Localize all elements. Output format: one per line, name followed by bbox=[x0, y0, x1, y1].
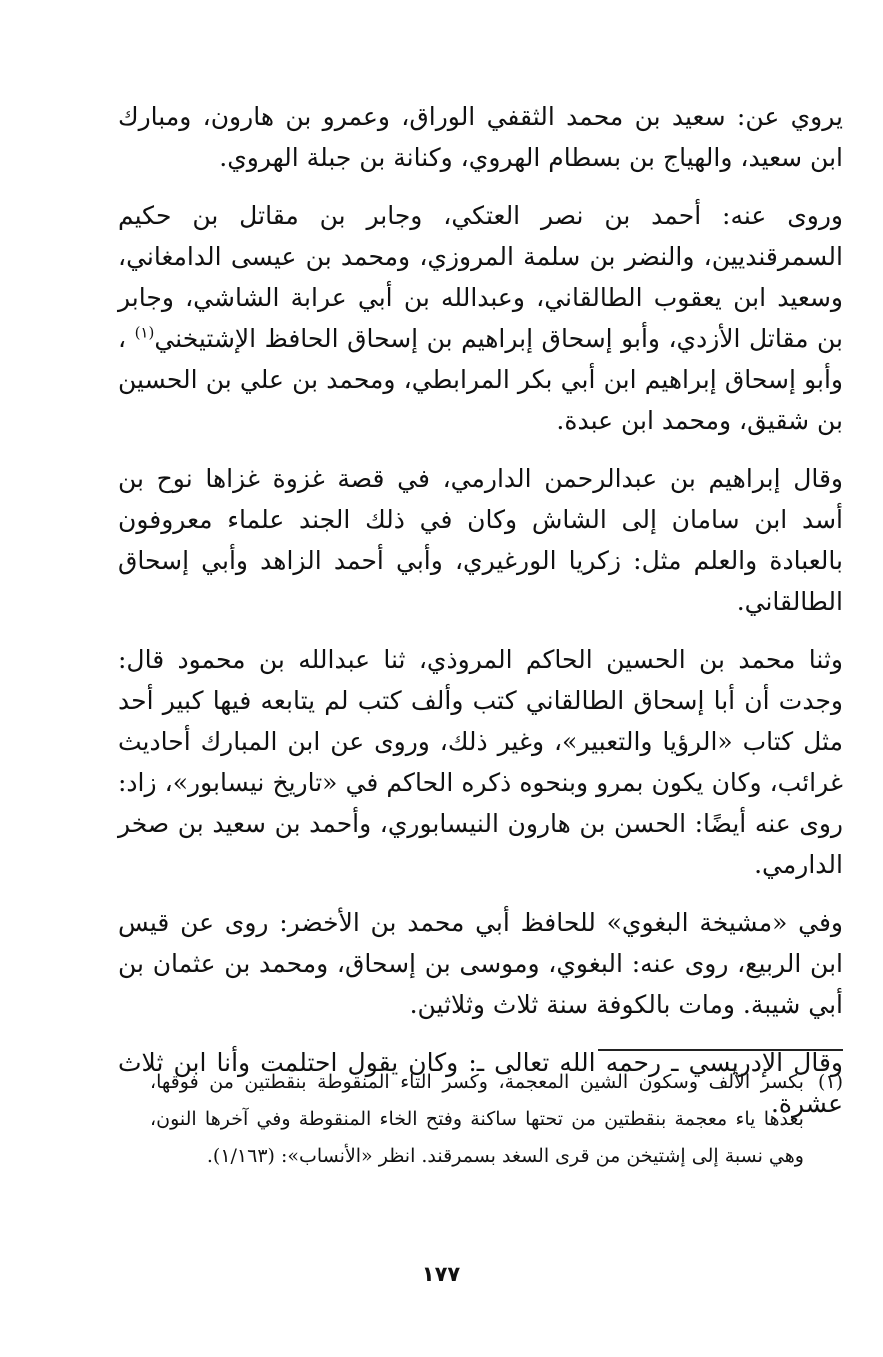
footnote-number: (١) bbox=[817, 1071, 843, 1093]
paragraph-text: وروى عنه: أحمد بن نصر العتكي، وجابر بن مقاتل بن حكيم السمرقنديين، والنضر بن سلمة المروزي، ومحمد بن عيسى الدامغاني، وسعيد ابن يعقوب الطالقاني، وعبدالله بن أبي عرابة الشاشي، وجابر بن مقاتل الأزدي، وأبو إسحاق إبراهيم بن إسحاق الحافظ الإشتيخني bbox=[118, 201, 844, 353]
paragraph-hakim-account: وثنا محمد بن الحسين الحاكم المروذي، ثنا عبدالله بن محمود قال: وجدت أن أبا إسحاق الطالقاني كتب وألف كتب لم يتابعه فيها كبير أحد مثل كتاب «الرؤيا والتعبير»، وغير ذلك، وروى عن ابن المبارك أحاديث غرائب، وكان يكون بمرو وبنحوه ذكره الحاكم في «تاريخ نيسابور»، زاد: روى عنه أيضًا: الحسن بن هارون النيسابوري، وأحمد بن سعيد بن صخر الدارمي. bbox=[118, 645, 843, 879]
footnote-item bbox=[150, 1064, 843, 1175]
paragraph-baghawi-mashyakha: وفي «مشيخة البغوي» للحافظ أبي محمد بن الأخضر: روى عن قيس ابن الربيع، روى عنه: البغوي، وموسى بن إسحاق، ومحمد بن عثمان بن أبي شيبة. ومات بالكوفة سنة ثلاث وثلاثين. bbox=[118, 908, 843, 1019]
footnote-text: بكسر الألف وسكون الشين المعجمة، وكسر التاء المنقوطة بنقطتين من فوقها، بعدها ياء معجمة بنقطتين من تحتها ساكنة وفتح الخاء المنقوطة وفي آخرها النون، وهي نسبة إلى إشتيخن من قرى السغد بسمرقند. انظر «الأنساب»: (١/١٦٣). bbox=[150, 1071, 804, 1167]
paragraph-idrisi-account: وقال الإدريسي ـ رحمه الله تعالى ـ: وكان يقول احتلمت وأنا ابن ثلاث عشرة. bbox=[118, 1048, 843, 1118]
footnote-divider bbox=[598, 1049, 843, 1051]
paragraph-text: ، وأبو إسحاق إبراهيم ابن أبي بكر المرابطي، ومحمد بن علي بن الحسين بن شقيق، ومحمد ابن عبدة. bbox=[118, 324, 843, 435]
paragraph-darimi-account: وقال إبراهيم بن عبدالرحمن الدارمي، في قصة غزوة غزاها نوح بن أسد ابن سامان إلى الشاش وكان في ذلك الجند علماء معروفون بالعبادة والعلم مثل: زكريا الورغيري، وأبي أحمد الزاهد وأبي إسحاق الطالقاني. bbox=[118, 464, 843, 616]
main-text bbox=[118, 96, 843, 1124]
page-number: ١٧٧ bbox=[421, 1262, 461, 1286]
paragraph-narrators-from: يروي عن: سعيد بن محمد الثقفي الوراق، وعمرو بن هارون، ومبارك ابن سعيد، والهياج بن بسطام الهروي، وكنانة بن جبلة الهروي. bbox=[118, 102, 843, 172]
footnote-reference[interactable]: (١) bbox=[134, 323, 155, 342]
paragraph-narrators-to bbox=[118, 195, 843, 441]
footnotes bbox=[150, 1064, 843, 1175]
